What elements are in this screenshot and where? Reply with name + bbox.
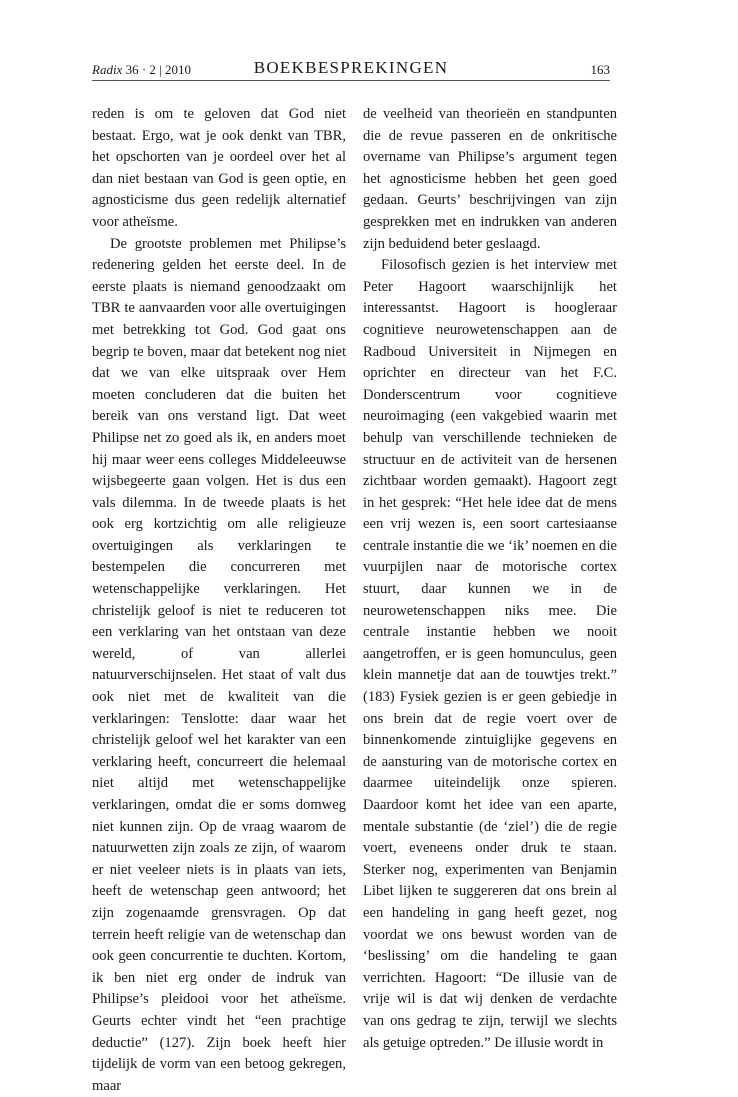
header-rule — [92, 80, 610, 81]
paragraph: de veelheid van theorieën en standpunten die de revue passeren en de onkritische overname van Philipse’s argument tegen het agnosticisme hebben het geen goed gedaan. Geurts’ beschrijvingen van zijn gesprekken met en indrukken van anderen zijn beduidend beter geslaagd. — [363, 106, 617, 252]
paragraph: reden is om te geloven dat God niet bestaat. Ergo, wat je ook denkt van TBR, het opschorten van je oordeel over het al dan niet bestaan van God is geen optie, en agnosticisme dus geen redelijk alternatief voor atheïsme. — [92, 106, 346, 230]
right-column — [363, 104, 617, 1054]
paragraph: Filosofisch gezien is het interview met Peter Hagoort waarschijnlijk het interessantst. Hagoort is hoogleraar cognitieve neurowetenschappen aan de Radboud Universiteit in Nijmegen en oprichter en directeur van het F.C. Donderscentrum voor cognitieve neuroimaging (een vakgebied waarin met behulp van verschillende technieken de structuur en de activiteit van de hersenen zichtbaar worden gemaakt). Hagoort zegt in het gesprek: “Het hele idee dat de mens een vrij wezen is, een soort cartesiaanse centrale instantie die we ‘ik’ noemen en die vuurpijlen naar de motorische cortex stuurt, daar kunnen we in de neurowetenschappen niks mee. Die centrale instantie hebben we nooit aangetroffen, er is geen homunculus, geen klein mannetje dat aan de touwtjes trekt.” (183) Fysiek gezien is er geen gebiedje in ons brein dat de regie voert over de binnenkomende zintuiglijke gegevens en de aansturing van de motorische cortex en daarmee uiteindelijk onze spieren. Daardoor komt het idee van een aparte, mentale substantie (de ‘ziel’) die de regie voert, eveneens onder druk te staan. Sterker nog, experimenten van Benjamin Libet lijken te suggereren dat ons brein al een handeling in gang heeft gezet, nog voordat we ons bewust worden van de ‘beslissing’ om die handeling te gaan verrichten. Hagoort: “De illusie van de vrije wil is dat wij denken de verdachte van ons gedrag te zijn, terwijl we slechts als getuige optreden.” De illusie wordt in — [363, 257, 617, 1051]
running-header — [92, 58, 610, 80]
left-column — [92, 104, 346, 1097]
journal-name: Radix — [92, 62, 123, 77]
journal-issue: 36 · 2 | 2010 — [125, 62, 192, 77]
page-number: 163 — [590, 62, 610, 77]
paragraph: De grootste problemen met Philipse’s redenering gelden het eerste deel. In de eerste plaats is niemand genoodzaakt om TBR te aanvaarden voor alle overtuigingen met betrekking tot God. God gaat ons begrip te boven, maar dat betekent nog niet dat we van elke uitspraak over Hem moeten concluderen dat die buiten het bereik van ons verstand ligt. Dat weet Philipse net zo goed als ik, en anders moet hij maar weer eens colleges Middeleeuwse wijsbegeerte gaan volgen. Het is dus een vals dilemma. In de tweede plaats is het ook erg kortzichtig om alle religieuze overtuigingen als verklaringen te bestempelen die concurreren met wetenschappelijke verklaringen. Het christelijk geloof is niet te reduceren tot een verklaring van het ontstaan van deze wereld, of van allerlei natuurverschijnselen. Het staat of valt dus ook niet met de kwaliteit van die verklaringen: Tenslotte: daar waar het christelijk geloof wel het karakter van een verklaring heeft, concurreert die helemaal niet altijd met wetenschappelijke verklaringen, omdat die er soms domweg niet kunnen zijn. Op de vraag waarom de natuurwetten zijn zoals ze zijn, of waarom er niet veeleer niets is in plaats van iets, heeft de wetenschap geen antwoord; het zijn zogenaamde grensvragen. Op dat terrein heeft religie van de wetenschap dan ook geen concurrentie te duchten. Kortom, ik ben niet erg onder de indruk van Philipse’s pleidooi voor het atheïsme. Geurts echter vindt het “een prachtige deductie” (127). Zijn boek heeft hier tijdelijk de vorm van een betoog gekregen, maar — [92, 235, 346, 1094]
section-title: BOEKBESPREKINGEN — [253, 58, 449, 77]
